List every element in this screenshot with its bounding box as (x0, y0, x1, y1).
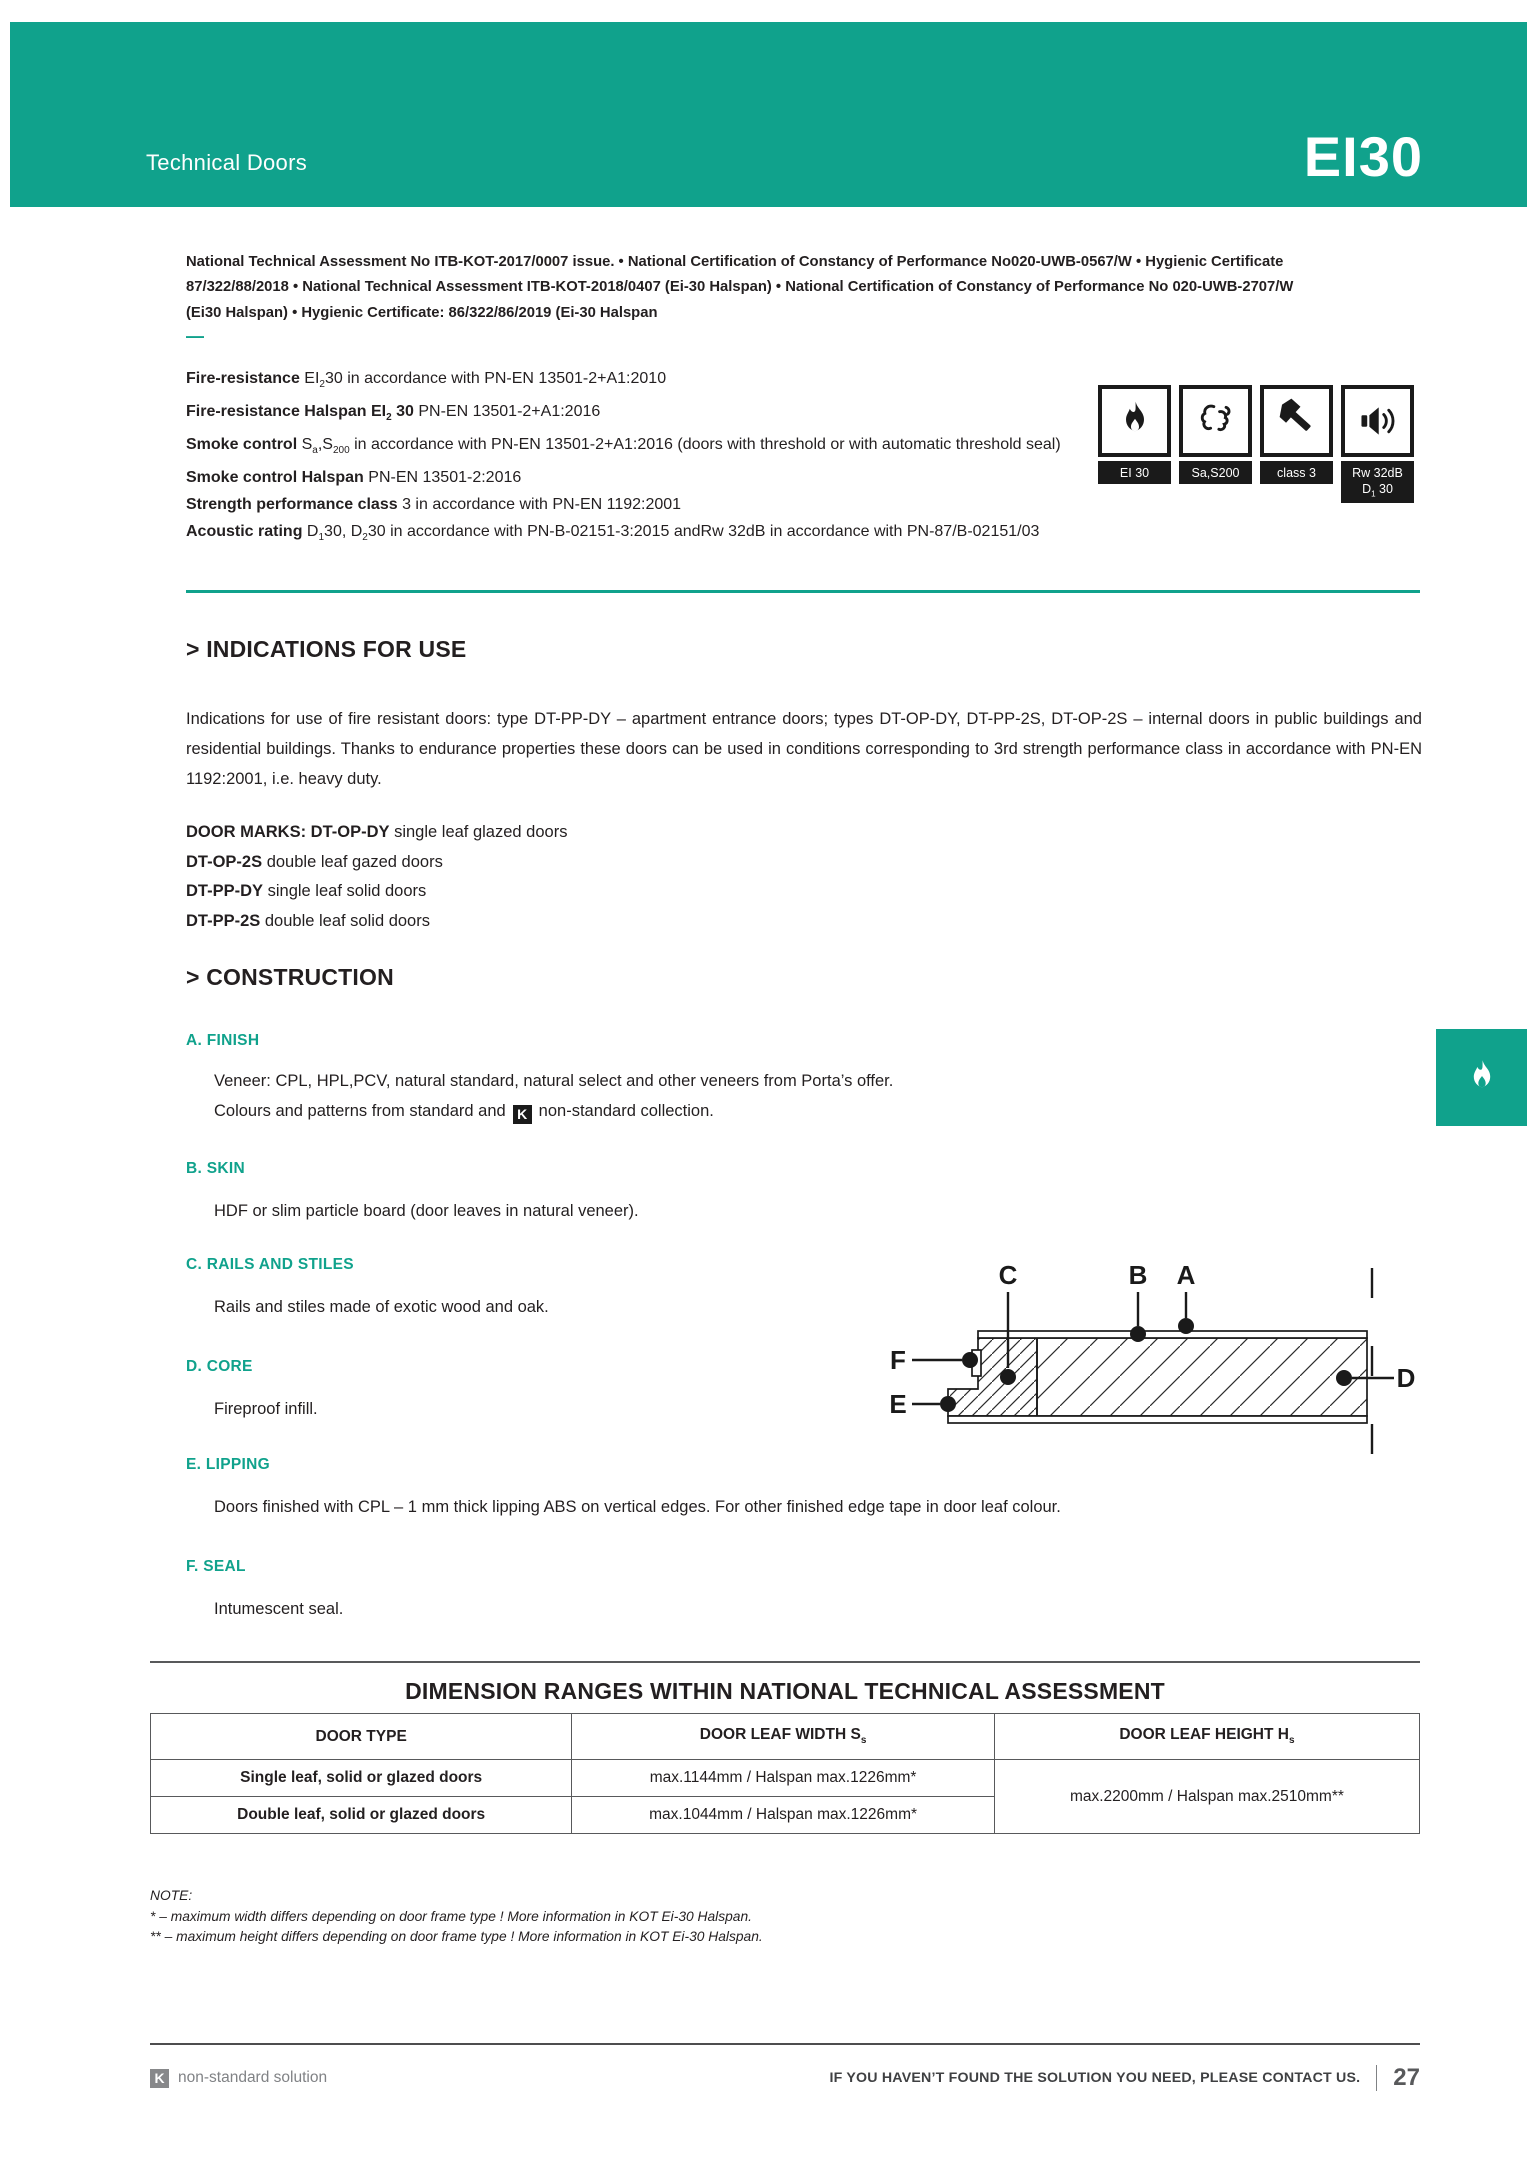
door-mark-line: DOOR MARKS: DT-OP-DY single leaf glazed doors (186, 823, 568, 841)
indications-body: Indications for use of fire resistant doors: type DT-PP-DY – apartment entrance doors; types DT-OP-DY, DT-PP-2S, DT-OP-2S – internal doors in public buildings and residential buildings. Thanks to endurance properties these doors can be used in conditions corresponding to 3rd strength performance class in accordance with PN-EN 1192:2001, i.e. heavy duty. (186, 710, 1422, 788)
hammer-icon (1260, 385, 1333, 457)
top-skin (978, 1331, 1367, 1338)
spec-line: Acoustic rating $D_130$, $D_230$ in accordance with PN-B-02151-3:2015 andRw 32dB in accordance with PN-87/B-02151/03 (186, 522, 1040, 543)
door-type-cell: Single leaf, solid or glazed doors (151, 1760, 572, 1797)
table-row (151, 1760, 1420, 1797)
speaker-icon (1341, 385, 1414, 457)
note-title: NOTE: (150, 1888, 193, 1903)
door-cross-section-diagram (880, 1256, 1420, 1473)
bottom-skin (948, 1416, 1367, 1423)
rails-body: Rails and stiles made of exotic wood and oak. (214, 1298, 549, 1316)
page-footer (150, 2062, 1420, 2094)
nonstandard-solution-legend (150, 2069, 327, 2088)
dimension-table-title: DIMENSION RANGES WITHIN NATIONAL TECHNICAL ASSESSMENT (405, 1678, 1165, 1704)
decorative-dash: — (186, 326, 204, 346)
performance-spec-list (186, 366, 1098, 552)
contact-message: IF YOU HAVEN’T FOUND THE SOLUTION YOU NEED, PLEASE CONTACT US. (829, 2070, 1361, 2086)
spec-line: Fire-resistance $EI_230$ in accordance with PN-EN 13501-2+A1:2010 (186, 370, 667, 391)
core-body: Fireproof infill. (214, 1400, 318, 1418)
note-line: ** – maximum height differs depending on door frame type ! More information in KOT Ei-30 Halspan. (150, 1929, 763, 1944)
door-type-cell: Double leaf, solid or glazed doors (151, 1797, 572, 1834)
door-marks-list (186, 818, 567, 936)
rails-heading: C. RAILS AND STILES (186, 1256, 354, 1273)
core-section (1037, 1338, 1367, 1416)
smoke-icon (1179, 385, 1252, 457)
badge-smoke-control (1179, 385, 1252, 503)
indications-heading: > INDICATIONS FOR USE (186, 636, 467, 662)
finish-heading: A. FINISH (186, 1032, 260, 1049)
certifications-paragraph: National Technical Assessment No ITB-KOT-2017/0007 issue. • National Certification of Constancy of Performance No020-UWB-0567/W • Hygienic Certificate 87/322/88/2018 • National Technical Assessment ITB-KOT-2018/0407 (Ei-30 Halspan) • National Certification of Constancy of Performance No 020-UWB-2707/W (Ei30 Halspan) • Hygienic Certificate: 86/322/86/2019 (Ei-30 Halspan (186, 254, 1294, 321)
col-leaf-width: DOOR LEAF WIDTH $S_s$ (572, 1714, 995, 1760)
badge-label: Sa,S200 (1179, 461, 1252, 484)
badge-label: EI 30 (1098, 461, 1171, 484)
diagram-label-e: E (889, 1389, 907, 1419)
badge-acoustic (1341, 385, 1414, 503)
diagram-label-c: C (998, 1260, 1018, 1290)
finish-body: Veneer: CPL, HPL,PCV, natural standard, natural select and other veneers from Porta’s offer. Colours and patterns from standard and K non-standard collection. (214, 1072, 894, 1122)
spec-line: Strength performance class 3 in accordance with PN-EN 1192:2001 (186, 495, 682, 513)
table-top-rule (150, 1661, 1420, 1663)
leaf-width-cell: max.1044mm / Halspan max.1226mm* (572, 1797, 995, 1834)
k-nonstandard-icon: K (513, 1105, 532, 1124)
diagram-label-b: B (1128, 1260, 1148, 1290)
rating-badges (1098, 385, 1414, 503)
door-mark-line: DT-PP-2S double leaf solid doors (186, 911, 430, 930)
footer-rule (150, 2043, 1420, 2045)
header-bar (10, 22, 1527, 207)
diagram-label-f: F (890, 1345, 906, 1375)
seal-heading: F. SEAL (186, 1558, 246, 1575)
flame-icon (1098, 385, 1171, 457)
section-divider (186, 590, 1420, 593)
table-header-row (151, 1714, 1420, 1760)
footer-divider (1376, 2065, 1377, 2091)
spec-line: Smoke control Halspan PN-EN 13501-2:2016 (186, 468, 522, 486)
spec-line: Fire-resistance Halspan $EI_2$ 30 PN-EN 13501-2+A1:2016 (186, 402, 601, 424)
door-mark-line: DT-OP-2S double leaf gazed doors (186, 852, 443, 871)
skin-heading: B. SKIN (186, 1160, 245, 1177)
page-section-title: Technical Doors (146, 150, 308, 175)
spec-line: Smoke control $S_a,S_{200}$ in accordance with PN-EN 13501-2+A1:2016 (doors with threshold or with automatic threshold seal) (186, 435, 1061, 457)
page-number: 27 (1393, 2064, 1420, 2091)
k-nonstandard-icon: K (150, 2069, 169, 2088)
note-line: * – maximum width differs depending on door frame type ! More information in KOT Ei-30 Halspan. (150, 1908, 752, 1924)
footnotes (150, 1886, 763, 1948)
door-mark-line: DT-PP-DY single leaf solid doors (186, 882, 427, 900)
skin-body: HDF or slim particle board (door leaves in natural veneer). (214, 1202, 639, 1220)
badge-label: Rw 32dB $D_1$ 30 (1341, 461, 1414, 503)
fire-category-tab (1436, 1029, 1527, 1126)
core-heading: D. CORE (186, 1358, 253, 1375)
badge-fire-resistance (1098, 385, 1171, 503)
diagram-label-a: A (1176, 1260, 1196, 1290)
badge-label: class 3 (1260, 461, 1333, 484)
diagram-label-d: D (1396, 1363, 1416, 1393)
stile-section (948, 1338, 1037, 1416)
leaf-width-cell: max.1144mm / Halspan max.1226mm* (572, 1760, 995, 1797)
lipping-body: Doors finished with CPL – 1 mm thick lipping ABS on vertical edges. For other finished edge tape in door leaf colour. (214, 1498, 1061, 1516)
flame-icon (1461, 1057, 1503, 1099)
construction-heading: > CONSTRUCTION (186, 964, 394, 990)
badge-strength-class (1260, 385, 1333, 503)
leaf-height-cell: max.2200mm / Halspan max.2510mm** (994, 1760, 1419, 1834)
seal-body: Intumescent seal. (214, 1600, 344, 1618)
col-leaf-height: DOOR LEAF HEIGHT $H_s$ (994, 1714, 1419, 1760)
lipping-heading: E. LIPPING (186, 1456, 270, 1473)
legend-text: non-standard solution (178, 2069, 328, 2086)
col-door-type: DOOR TYPE (151, 1714, 572, 1760)
product-code-badge: EI30 (1303, 125, 1423, 188)
dimension-table (150, 1713, 1420, 1834)
